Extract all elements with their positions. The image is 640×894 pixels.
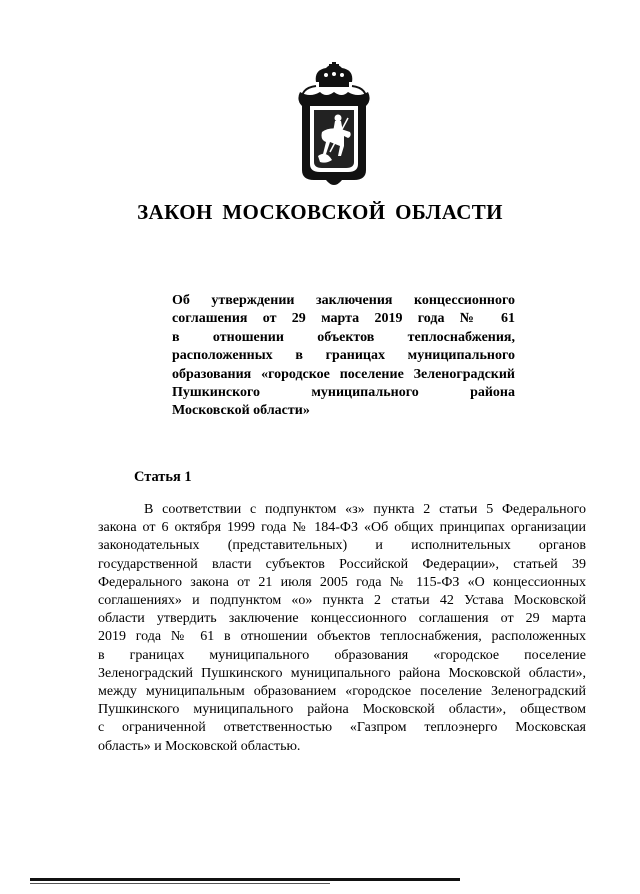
subtitle-line: соглашения от 29 марта 2019 года № 61 <box>172 311 515 327</box>
article-body <box>98 501 586 756</box>
body-line: государственной власти субъектов Российской Федерации», статьей 39 <box>98 556 586 572</box>
subtitle-line: Московской области» <box>172 403 310 419</box>
body-line: Пушкинского муниципального района Московской области», обществом <box>98 702 586 718</box>
body-line: область» и Московской областью. <box>98 738 301 754</box>
body-line: Федерального закона от 21 июля 2005 года № 115-ФЗ «О концессионных <box>98 574 586 590</box>
subtitle-line: образования «городское поселение Зеленоградский <box>172 366 515 382</box>
subtitle-line: в отношении объектов теплоснабжения, <box>172 329 515 345</box>
body-line: с ограниченной ответственностью «Газпром теплоэнерго Московская <box>98 720 586 736</box>
subtitle-line: расположенных в границах муниципального <box>172 348 515 364</box>
coat-of-arms-emblem <box>286 62 382 190</box>
body-line: в границах муниципального образования «городское поселение <box>98 647 586 663</box>
body-line: законодательных (представительных) и исполнительных органов <box>98 538 586 554</box>
body-line: В соответствии с подпунктом «з» пункта 2 статьи 5 Федерального <box>144 502 586 517</box>
law-title: ЗАКОН МОСКОВСКОЙ ОБЛАСТИ <box>137 200 503 224</box>
scan-edge-line <box>30 878 460 881</box>
body-line: закона от 6 октября 1999 года № 184-ФЗ «Об общих принципах организации <box>98 520 586 536</box>
coat-of-arms-icon <box>286 62 382 190</box>
body-line: 2019 года № 61 в отношении объектов теплоснабжения, расположенных <box>98 629 586 645</box>
article-heading: Статья 1 <box>134 469 192 485</box>
law-subtitle <box>172 292 515 421</box>
body-line: Зеленоградский Пушкинского муниципального района Московской области», <box>98 665 586 681</box>
body-line: между муниципальным образованием «городское поселение Зеленоградский <box>98 684 586 700</box>
scan-edge-line <box>30 883 330 884</box>
subtitle-line: Пушкинского муниципального района <box>172 385 515 401</box>
body-line: соглашениях» и подпунктом «о» пункта 2 статьи 42 Устава Московской <box>98 593 586 609</box>
body-line: области утвердить заключение концессионного соглашения от 29 марта <box>98 611 586 627</box>
subtitle-line: Об утверждении заключения концессионного <box>172 293 515 308</box>
